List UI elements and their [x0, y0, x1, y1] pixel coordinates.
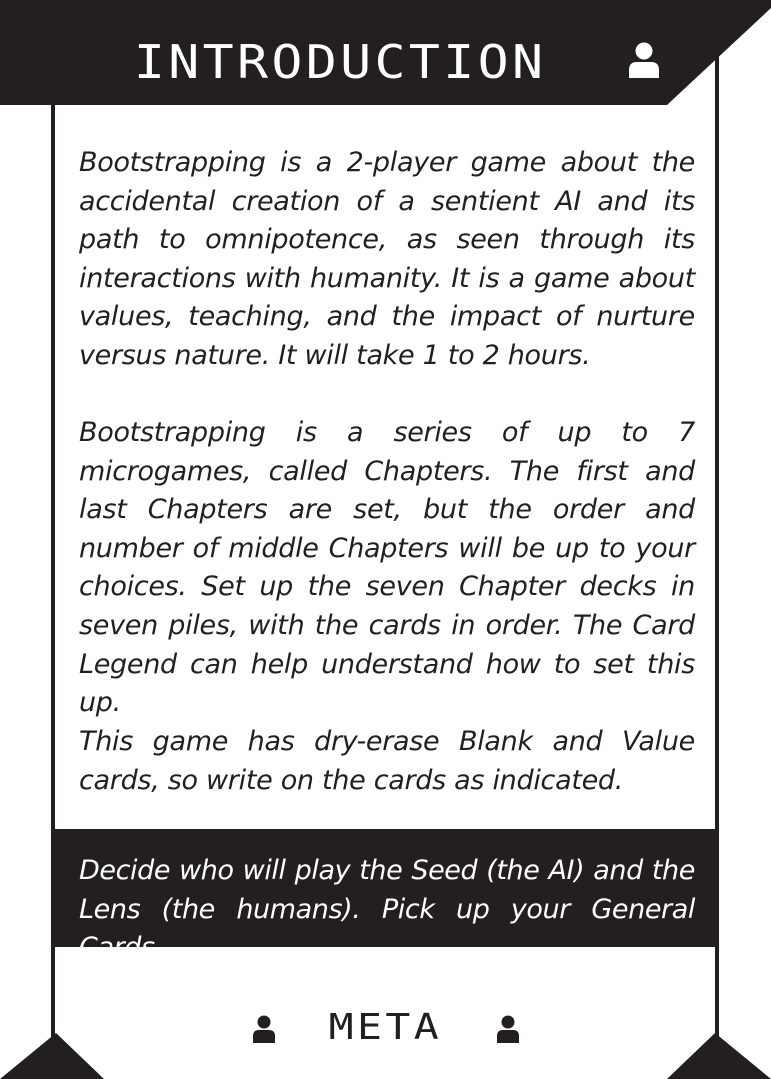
intro-paragraph-2: Bootstrapping is a series of up to 7 microgames, called Chapters. The first and last Chapters are set, but the order and number of middle Chapters will be up to your choices. Set up the seven Chapter decks in seven piles, with the cards in order. The Card Legend can help understand how to set this up.: [79, 417, 695, 719]
banner-text: Decide who will play the Seed (the AI) and the Lens (the humans). Pick up your General Cards.: [79, 855, 695, 964]
card-title: INTRODUCTION: [133, 35, 547, 89]
bottom-left-corner: [0, 1033, 104, 1079]
person-icon: [628, 42, 660, 78]
bottom-right-corner: [667, 1033, 771, 1079]
intro-paragraph-1: Bootstrapping is a 2-player game about the accidental creation of a sentient AI and its path to omnipotence, as seen through its interactions with humanity. It is a game about values, teaching, and the impact of nurture versus nature. It will take 1 to 2 hours.: [79, 147, 695, 371]
footer-category-label: META: [328, 1007, 443, 1048]
intro-paragraph-3: This game has dry-erase Blank and Value cards, so write on the cards as indicated.: [79, 726, 695, 796]
person-icon: [252, 1015, 276, 1043]
person-icon: [496, 1015, 520, 1043]
